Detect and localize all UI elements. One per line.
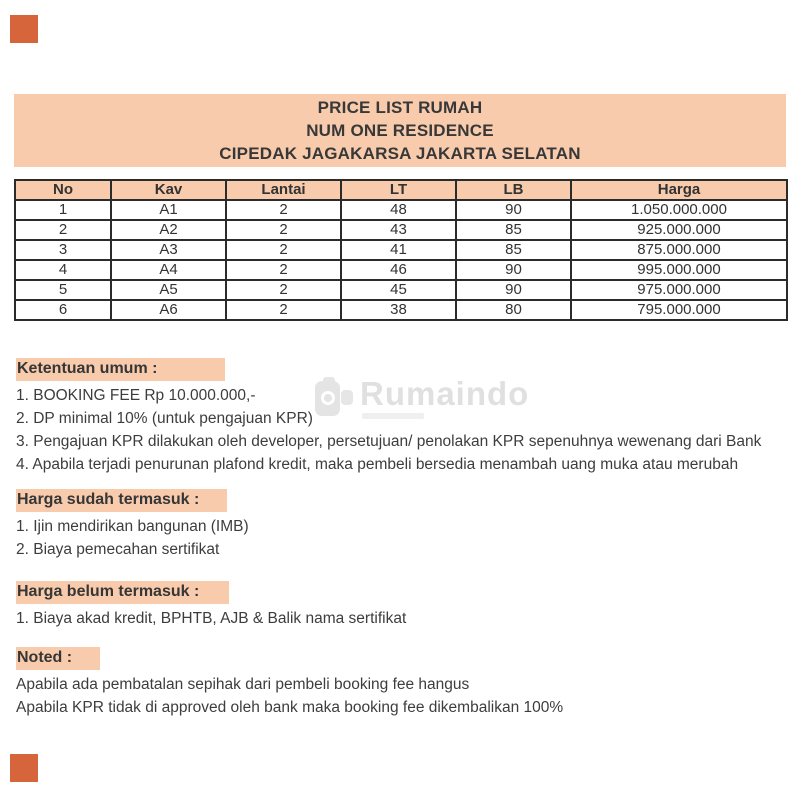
cell-lantai: 2 (226, 280, 341, 300)
cell-harga: 795.000.000 (571, 300, 787, 320)
table-row (15, 240, 787, 260)
cell-harga: 1.050.000.000 (571, 200, 787, 220)
cell-no: 5 (15, 280, 111, 300)
cell-no: 6 (15, 300, 111, 320)
cell-lb: 90 (456, 200, 571, 220)
col-header-lantai: Lantai (226, 180, 341, 200)
cell-lantai: 2 (226, 220, 341, 240)
cell-no: 4 (15, 260, 111, 280)
cell-no: 3 (15, 240, 111, 260)
cell-lantai: 2 (226, 300, 341, 320)
cell-kav: A5 (111, 280, 226, 300)
cell-kav: A3 (111, 240, 226, 260)
col-header-kav: Kav (111, 180, 226, 200)
cell-lt: 41 (341, 240, 456, 260)
col-header-no: No (15, 180, 111, 200)
cell-lb: 90 (456, 260, 571, 280)
section-heading: Harga sudah termasuk : (16, 489, 227, 512)
col-header-lb: LB (456, 180, 571, 200)
table-header-row (15, 180, 787, 200)
cell-lt: 48 (341, 200, 456, 220)
corner-mark-top-left (10, 15, 38, 43)
list-item: 1. BOOKING FEE Rp 10.000.000,- (16, 387, 256, 404)
cell-harga: 975.000.000 (571, 280, 787, 300)
cell-lantai: 2 (226, 260, 341, 280)
cell-harga: 995.000.000 (571, 260, 787, 280)
col-header-harga: Harga (571, 180, 787, 200)
list-item: 4. Apabila terjadi penurunan plafond kredit, maka pembeli bersedia menambah uang muka atau merubah (16, 456, 739, 473)
table-row (15, 280, 787, 300)
document-title-block (14, 94, 786, 167)
list-item: Apabila ada pembatalan sepihak dari pembeli booking fee hangus (16, 676, 470, 693)
watermark-text: Rumaindo (360, 375, 530, 412)
cell-lb: 80 (456, 300, 571, 320)
section-heading: Ketentuan umum : (16, 358, 225, 381)
col-header-lt: LT (341, 180, 456, 200)
list-item: 1. Ijin mendirikan bangunan (IMB) (16, 518, 249, 535)
table-row (15, 260, 787, 280)
cell-lt: 43 (341, 220, 456, 240)
section-noted (16, 647, 792, 719)
cell-lt: 46 (341, 260, 456, 280)
list-item: 3. Pengajuan KPR dilakukan oleh developer, persetujuan/ penolakan KPR sepenuhnya wewenang dari Bank (16, 433, 762, 450)
title-line-1: PRICE LIST RUMAH (317, 98, 483, 117)
cell-kav: A2 (111, 220, 226, 240)
cell-kav: A4 (111, 260, 226, 280)
list-item: Apabila KPR tidak di approved oleh bank maka booking fee dikembalikan 100% (16, 699, 564, 716)
cell-lb: 85 (456, 220, 571, 240)
cell-lt: 38 (341, 300, 456, 320)
list-item: 2. Biaya pemecahan sertifikat (16, 541, 220, 558)
cell-lb: 90 (456, 280, 571, 300)
price-table (14, 179, 788, 321)
cell-lantai: 2 (226, 240, 341, 260)
table-row (15, 200, 787, 220)
corner-mark-bottom-left (10, 754, 38, 782)
table-row (15, 220, 787, 240)
list-item: 2. DP minimal 10% (untuk pengajuan KPR) (16, 410, 313, 427)
cell-no: 1 (15, 200, 111, 220)
section-harga-belum-termasuk (16, 581, 792, 630)
cell-lantai: 2 (226, 200, 341, 220)
cell-lb: 85 (456, 240, 571, 260)
cell-kav: A6 (111, 300, 226, 320)
table-row (15, 300, 787, 320)
cell-lt: 45 (341, 280, 456, 300)
cell-harga: 875.000.000 (571, 240, 787, 260)
title-line-3: CIPEDAK JAGAKARSA JAKARTA SELATAN (219, 144, 581, 163)
section-heading: Noted : (16, 647, 100, 670)
section-harga-sudah-termasuk (16, 489, 792, 561)
list-item: 1. Biaya akad kredit, BPHTB, AJB & Balik nama sertifikat (16, 610, 407, 627)
cell-harga: 925.000.000 (571, 220, 787, 240)
section-heading: Harga belum termasuk : (16, 581, 229, 604)
section-ketentuan-umum (16, 358, 792, 476)
cell-no: 2 (15, 220, 111, 240)
title-line-2: NUM ONE RESIDENCE (306, 121, 494, 140)
cell-kav: A1 (111, 200, 226, 220)
